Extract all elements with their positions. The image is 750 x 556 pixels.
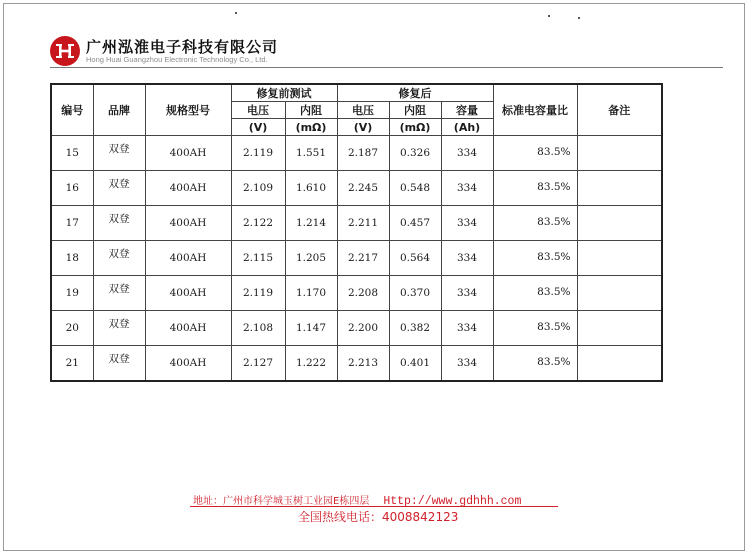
- cell-ratio: 83.5%: [493, 346, 577, 381]
- cell-voltage-after: 2.187: [337, 136, 389, 171]
- cell-resistance-before: 1.147: [285, 311, 337, 346]
- cell-remarks: [577, 136, 662, 171]
- cell-capacity: 334: [441, 206, 493, 241]
- cell-ratio: 83.5%: [493, 311, 577, 346]
- cell-resistance-before: 1.551: [285, 136, 337, 171]
- cell-voltage-after: 2.213: [337, 346, 389, 381]
- table-row: [51, 346, 662, 381]
- header-after-repair: 修复后: [337, 84, 493, 102]
- cell-voltage-after: 2.245: [337, 171, 389, 206]
- cell-number: 15: [51, 136, 93, 171]
- unit-voltage-after: (V): [337, 119, 389, 136]
- cell-brand: 双登: [93, 136, 145, 171]
- header-divider: [50, 67, 723, 68]
- cell-brand: 双登: [93, 311, 145, 346]
- cell-resistance-before: 1.170: [285, 276, 337, 311]
- table-row: [51, 171, 662, 206]
- cell-remarks: [577, 346, 662, 381]
- header-resistance-before: 内阻: [285, 102, 337, 119]
- unit-resistance-after: (mΩ): [389, 119, 441, 136]
- cell-remarks: [577, 311, 662, 346]
- header-number: 编号: [51, 84, 93, 136]
- cell-model: 400AH: [145, 311, 231, 346]
- cell-remarks: [577, 206, 662, 241]
- header-model: 规格型号: [145, 84, 231, 136]
- cell-capacity: 334: [441, 136, 493, 171]
- cell-number: 19: [51, 276, 93, 311]
- cell-ratio: 83.5%: [493, 276, 577, 311]
- cell-voltage-after: 2.208: [337, 276, 389, 311]
- header-before-repair: 修复前测试: [231, 84, 337, 102]
- cell-resistance-before: 1.222: [285, 346, 337, 381]
- cell-capacity: 334: [441, 241, 493, 276]
- cell-model: 400AH: [145, 276, 231, 311]
- cell-brand: 双登: [93, 346, 145, 381]
- scan-speck: [235, 12, 237, 14]
- table-row: [51, 311, 662, 346]
- cell-model: 400AH: [145, 136, 231, 171]
- repair-test-table: [50, 83, 663, 382]
- company-name-en: Hong Huai Guangzhou Electronic Technology Co., Ltd.: [86, 55, 268, 64]
- cell-capacity: 334: [441, 171, 493, 206]
- cell-resistance-after: 0.564: [389, 241, 441, 276]
- table-row: [51, 241, 662, 276]
- cell-voltage-before: 2.127: [231, 346, 285, 381]
- cell-resistance-after: 0.326: [389, 136, 441, 171]
- cell-voltage-after: 2.217: [337, 241, 389, 276]
- footer-divider: [190, 506, 558, 507]
- cell-model: 400AH: [145, 171, 231, 206]
- cell-voltage-after: 2.200: [337, 311, 389, 346]
- cell-number: 16: [51, 171, 93, 206]
- cell-voltage-before: 2.115: [231, 241, 285, 276]
- cell-ratio: 83.5%: [493, 241, 577, 276]
- table-row: [51, 276, 662, 311]
- table-row: [51, 206, 662, 241]
- table-row: [51, 136, 662, 171]
- cell-voltage-before: 2.109: [231, 171, 285, 206]
- header-voltage-after: 电压: [337, 102, 389, 119]
- header-brand: 品牌: [93, 84, 145, 136]
- scan-speck: [548, 15, 550, 17]
- scan-speck: [578, 17, 580, 19]
- cell-resistance-after: 0.457: [389, 206, 441, 241]
- cell-resistance-before: 1.610: [285, 171, 337, 206]
- cell-ratio: 83.5%: [493, 206, 577, 241]
- cell-voltage-before: 2.119: [231, 136, 285, 171]
- cell-voltage-before: 2.122: [231, 206, 285, 241]
- cell-voltage-before: 2.119: [231, 276, 285, 311]
- cell-resistance-after: 0.382: [389, 311, 441, 346]
- header-resistance-after: 内阻: [389, 102, 441, 119]
- cell-resistance-after: 0.401: [389, 346, 441, 381]
- header-capacity: 容量: [441, 102, 493, 119]
- cell-number: 20: [51, 311, 93, 346]
- company-name: 广州泓淮电子科技有限公司: [86, 38, 279, 56]
- cell-remarks: [577, 276, 662, 311]
- cell-ratio: 83.5%: [493, 136, 577, 171]
- unit-voltage-before: (V): [231, 119, 285, 136]
- cell-remarks: [577, 241, 662, 276]
- cell-resistance-before: 1.205: [285, 241, 337, 276]
- cell-brand: 双登: [93, 206, 145, 241]
- cell-model: 400AH: [145, 206, 231, 241]
- footer-website-link[interactable]: Http://www.gdhhh.com: [383, 495, 522, 508]
- cell-voltage-before: 2.108: [231, 311, 285, 346]
- cell-remarks: [577, 171, 662, 206]
- cell-brand: 双登: [93, 276, 145, 311]
- cell-capacity: 334: [441, 311, 493, 346]
- cell-brand: 双登: [93, 171, 145, 206]
- cell-number: 17: [51, 206, 93, 241]
- header-ratio: 标准电容量比: [493, 84, 577, 136]
- cell-capacity: 334: [441, 276, 493, 311]
- cell-number: 21: [51, 346, 93, 381]
- cell-number: 18: [51, 241, 93, 276]
- unit-capacity: (Ah): [441, 119, 493, 136]
- header-remarks: 备注: [577, 84, 662, 136]
- footer-hotline: 全国热线电话：4008842123: [298, 510, 459, 524]
- cell-ratio: 83.5%: [493, 171, 577, 206]
- footer-address: 地址：广州市科学城玉树工业园E栋四层: [193, 496, 370, 507]
- cell-resistance-after: 0.370: [389, 276, 441, 311]
- cell-voltage-after: 2.211: [337, 206, 389, 241]
- cell-brand: 双登: [93, 241, 145, 276]
- unit-resistance-before: (mΩ): [285, 119, 337, 136]
- cell-model: 400AH: [145, 241, 231, 276]
- header-voltage-before: 电压: [231, 102, 285, 119]
- cell-capacity: 334: [441, 346, 493, 381]
- cell-resistance-after: 0.548: [389, 171, 441, 206]
- company-logo: [50, 36, 80, 66]
- cell-resistance-before: 1.214: [285, 206, 337, 241]
- cell-model: 400AH: [145, 346, 231, 381]
